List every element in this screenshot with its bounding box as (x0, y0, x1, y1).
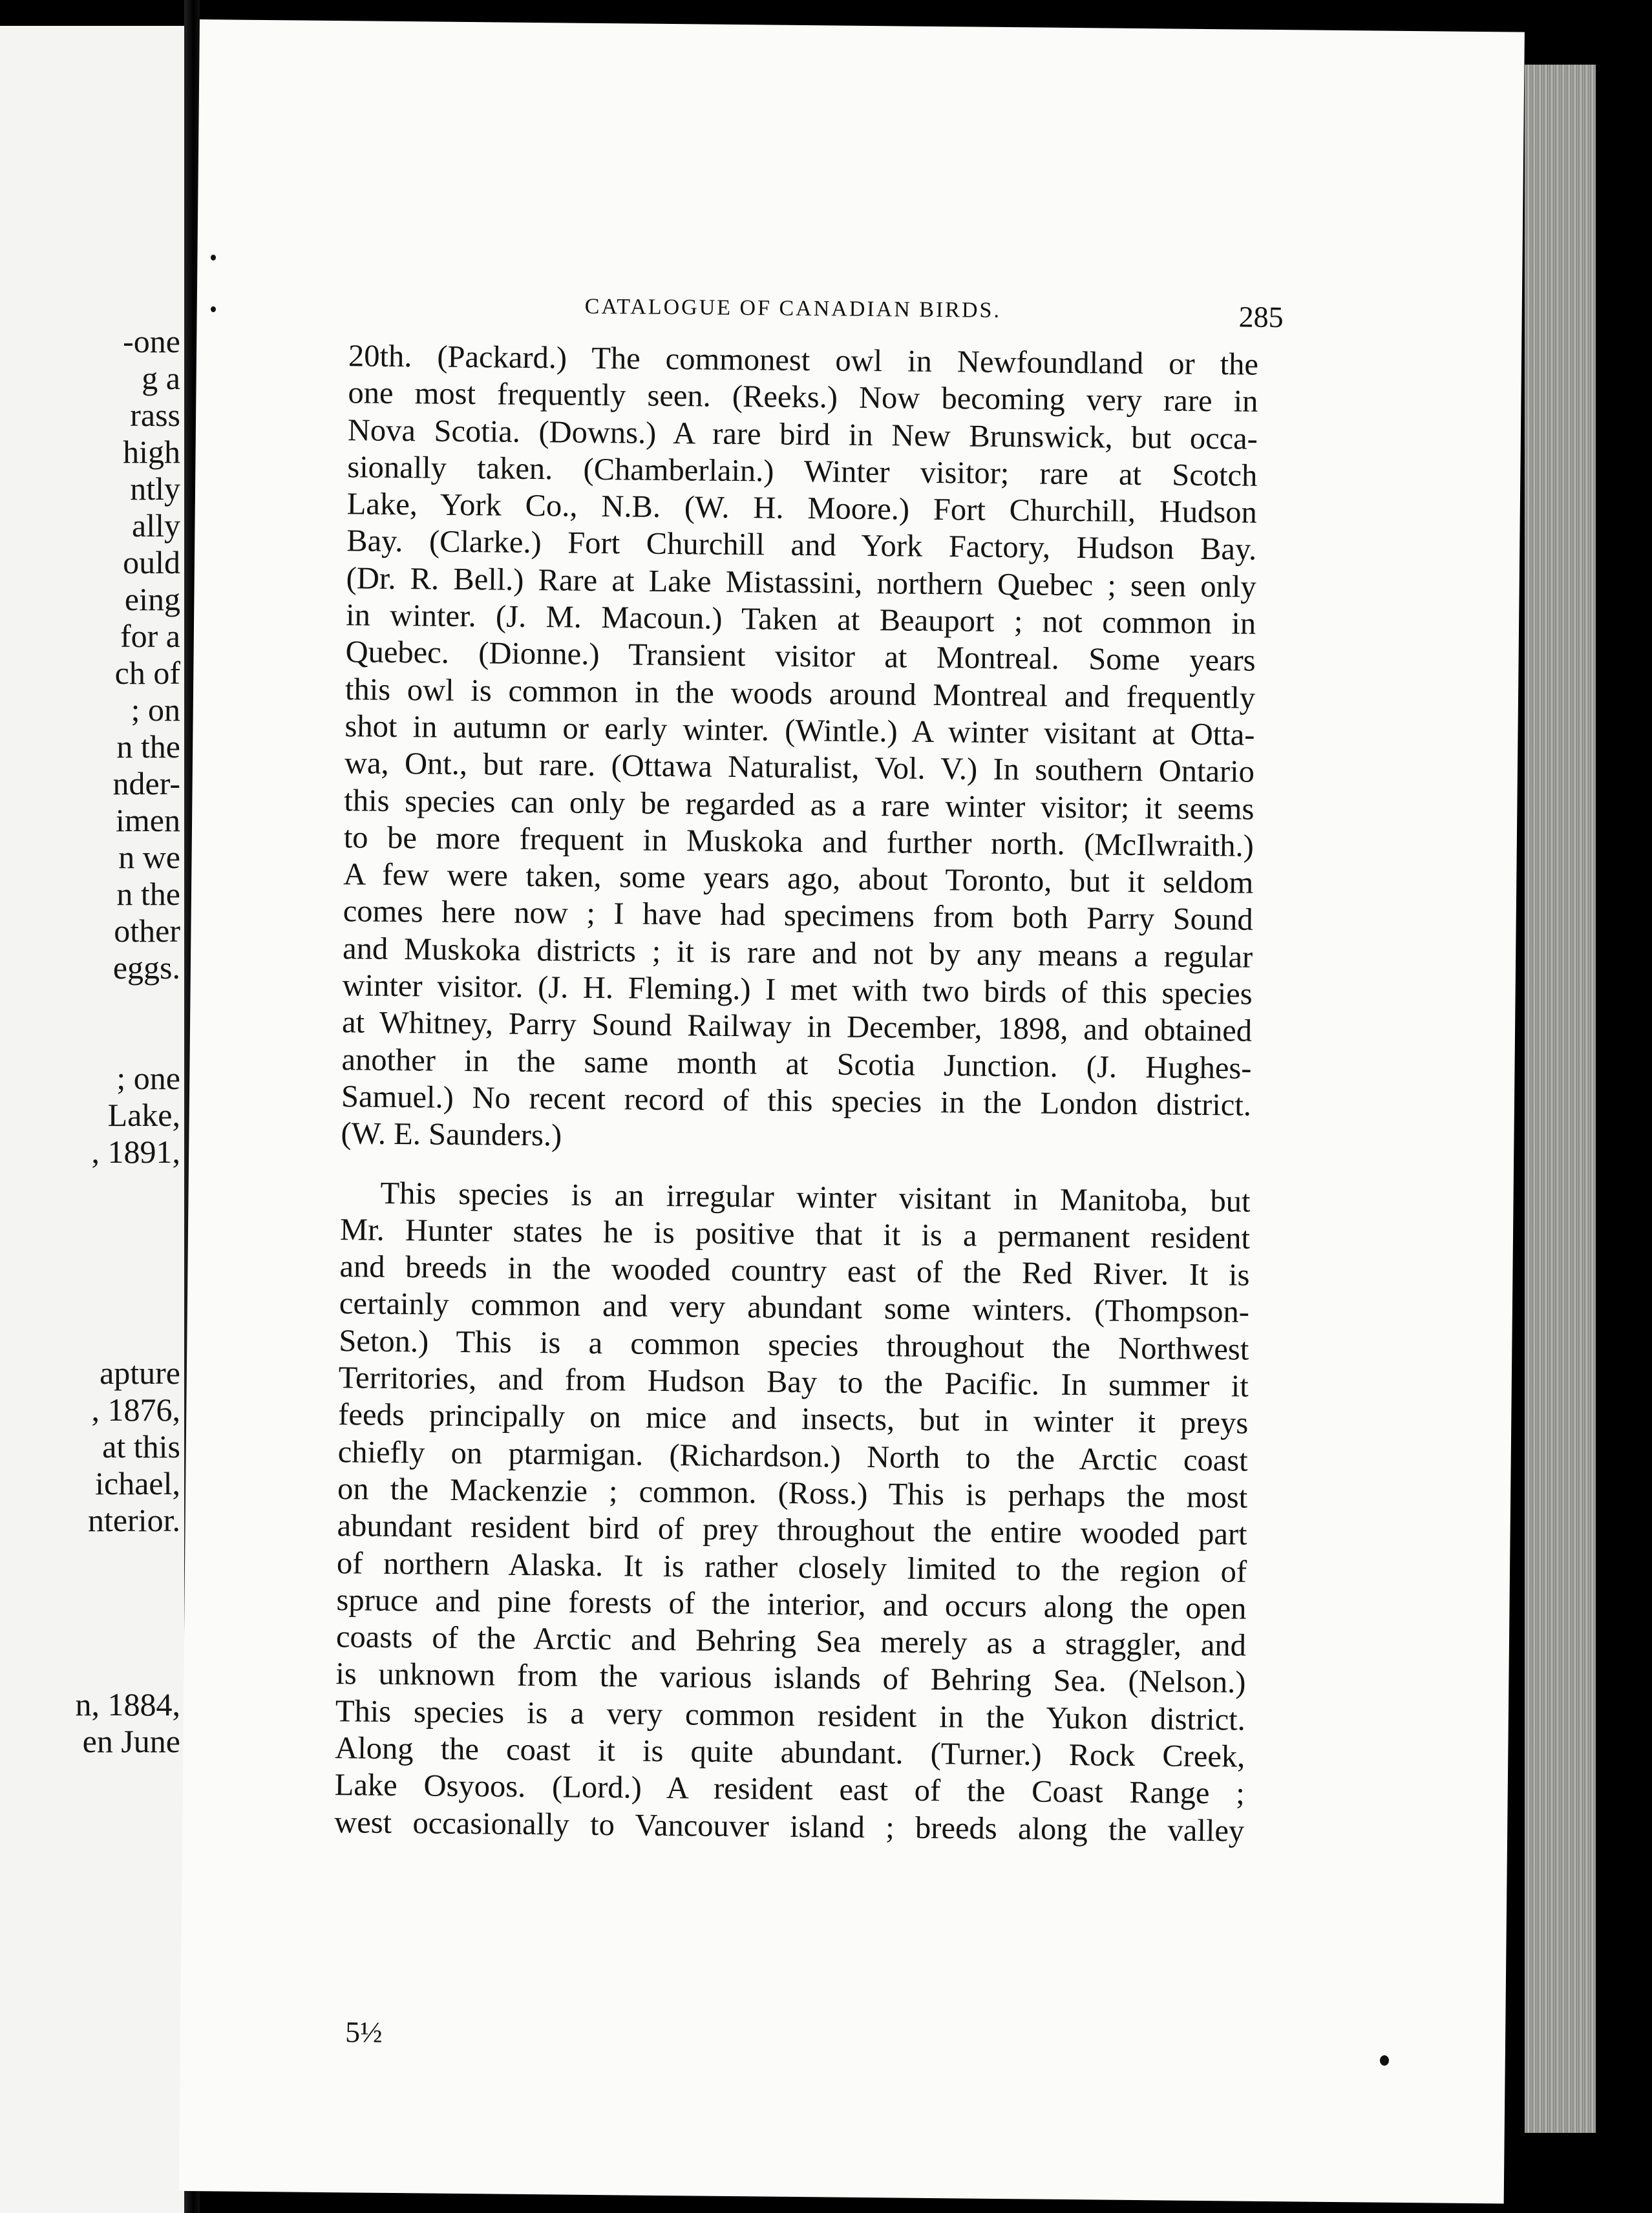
left-fragment-line: , 1891, (91, 1134, 180, 1170)
text-line: this owl is common in the woods around Montreal and frequently (344, 672, 1256, 715)
left-fragment-line: n, 1884, (75, 1686, 180, 1722)
text-line: This species is an irregular winter visitant in Manitoba, but (380, 1176, 1251, 1219)
left-fragment-line: n we (118, 839, 180, 875)
text-line: Samuel.) No recent record of this species in the London district. (341, 1079, 1252, 1123)
left-fragment-line: en June (82, 1723, 180, 1759)
text-line: coasts of the Arctic and Behring Sea merely as a straggler, and (335, 1620, 1247, 1663)
book-page (179, 19, 1525, 2204)
left-fragment-line (76, 1023, 181, 1060)
text-line: another in the same month at Scotia Junction. (J. Hughes- (341, 1042, 1252, 1086)
left-fragment-line: ; one (116, 1060, 180, 1096)
left-fragment-line: rass (130, 397, 180, 433)
page-number: 285 (1238, 300, 1284, 334)
text-line: Lake Osyoos. (Lord.) A resident east of the Coast Range ; (334, 1768, 1245, 1811)
text-line: of northern Alaska. It is rather closely limited to the region of (336, 1545, 1247, 1589)
left-fragment-line: , 1876, (91, 1392, 180, 1428)
text-line: Territories, and from Hudson Bay to the Pacific. In summer it (338, 1361, 1249, 1404)
left-fragment-line: eing (124, 581, 180, 617)
left-fragment-line: ally (132, 507, 180, 544)
left-fragment-line: -one (123, 323, 180, 359)
left-fragment-line: g a (142, 360, 180, 396)
dust-speck (211, 255, 216, 260)
text-line: is unknown from the various islands of Behring Sea. (Nelson.) (335, 1657, 1246, 1700)
left-fragment-line: other (114, 913, 180, 949)
left-fragment-line: n the (116, 876, 180, 912)
left-fragment-line: apture (100, 1355, 180, 1391)
text-line: wa, Ont., but rare. (Ottawa Naturalist, Vol. V.) In southern Ontario (344, 746, 1255, 789)
left-fragment-line: ichael, (95, 1465, 180, 1501)
text-line: spruce and pine forests of the interior, and occurs along the open (336, 1582, 1247, 1626)
left-fragment-line (76, 1539, 181, 1576)
text-line: shot in autumn or early winter. (Wintle.) A winter visitant at Otta- (344, 709, 1255, 752)
left-fragment-line (76, 1649, 181, 1686)
page-edge-stack (1525, 65, 1596, 2133)
paragraph-1 (341, 337, 1258, 1161)
text-line: at Whitney, Parry Sound Railway in December, 1898, and obtained (341, 1005, 1253, 1049)
text-line: Lake, York Co., N.B. (W. H. Moore.) Fort Churchill, Hudson (346, 487, 1258, 530)
left-fragment-line (76, 986, 181, 1023)
left-fragment-line (76, 1244, 181, 1281)
text-line: winter visitor. (J. H. Fleming.) I met with two birds of this species (342, 968, 1253, 1011)
text-line: This species is a very common resident in the Yukon district. (335, 1693, 1246, 1737)
text-line: Seton.) This is a common species throughout the Northwest (339, 1323, 1249, 1367)
left-fragment-line: eggs. (112, 949, 180, 986)
paragraph-2 (334, 1174, 1251, 1850)
left-fragment-line (76, 1576, 181, 1613)
text-line: Mr. Hunter states he is positive that it is a permanent resident (339, 1212, 1251, 1256)
left-fragment-line: ntly (130, 471, 180, 507)
text-line: on the Mackenzie ; common. (Ross.) This is perhaps the most (337, 1472, 1248, 1515)
text-line: and breeds in the wooded country east of the Red River. It is (339, 1249, 1250, 1293)
dust-speck (211, 306, 216, 312)
left-fragment-line: ; on (131, 692, 180, 728)
signature-mark: 5½ (344, 2015, 383, 2049)
left-fragment-line: n the (116, 728, 180, 765)
left-page-text-fragments (76, 323, 181, 1760)
left-fragment-line (76, 1281, 181, 1318)
left-fragment-line (76, 1170, 181, 1207)
left-fragment-line (76, 1318, 181, 1355)
text-line: Bay. (Clarke.) Fort Churchill and York Factory, Hudson Bay. (346, 524, 1257, 567)
text-line: 20th. (Packard.) The commonest owl in Newfoundland or the (348, 339, 1259, 382)
text-line: chiefly on ptarmigan. (Richardson.) North to the Arctic coast (337, 1434, 1248, 1478)
dust-speck (1380, 2055, 1389, 2066)
left-fragment-line: nterior. (87, 1502, 180, 1538)
text-line: (W. E. Saunders.) (341, 1116, 562, 1153)
running-head (196, 291, 1521, 343)
left-fragment-line (76, 1613, 181, 1649)
text-line: A few were taken, some years ago, about Toronto, but it seldom (343, 857, 1254, 900)
left-fragment-line (76, 1207, 181, 1244)
text-line: one most frequently seen. (Reeks.) Now becoming very rare in (348, 376, 1258, 419)
text-line: Nova Scotia. (Downs.) A rare bird in New Brunswick, but occa- (347, 412, 1258, 456)
left-fragment-line: at this (102, 1428, 180, 1465)
left-fragment-line: ch of (114, 655, 180, 691)
running-head-title: CATALOGUE OF CANADIAN BIRDS. (584, 294, 1002, 323)
text-line: Along the coast it is quite abundant. (Turner.) Rock Creek, (335, 1731, 1245, 1774)
text-line: this species can only be regarded as a rare winter visitor; it seems (344, 783, 1255, 827)
text-line: to be more frequent in Muskoka and further north. (McIlwraith.) (343, 820, 1255, 863)
text-line: west occasionally to Vancouver island ; breeds along the valley (334, 1805, 1245, 1848)
text-line: and Muskoka districts ; it is rare and not by any means a regular (342, 931, 1253, 975)
text-line: abundant resident bird of prey throughout the entire wooded part (337, 1509, 1247, 1552)
body-text (334, 337, 1258, 1849)
text-line: (Dr. R. Bell.) Rare at Lake Mistassini, northern Quebec ; seen only (346, 560, 1256, 604)
left-fragment-line: high (123, 434, 180, 470)
text-line: comes here now ; I have had specimens from both Parry Sound (343, 894, 1253, 938)
text-line: in winter. (J. M. Macoun.) Taken at Beauport ; not common in (345, 598, 1256, 641)
text-line: sionally taken. (Chamberlain.) Winter visitor; rare at Scotch (347, 450, 1258, 493)
left-fragment-line: nder- (112, 765, 180, 801)
left-fragment-line: imen (116, 802, 180, 838)
left-fragment-line: Lake, (107, 1097, 180, 1133)
left-fragment-line: ould (123, 544, 180, 580)
text-line: certainly common and very abundant some winters. (Thompson- (339, 1286, 1250, 1330)
left-facing-page (0, 26, 184, 2213)
text-line: Quebec. (Dionne.) Transient visitor at Montreal. Some years (345, 635, 1256, 679)
text-line: feeds principally on mice and insects, but in winter it preys (338, 1397, 1249, 1441)
left-fragment-line: for a (120, 618, 180, 654)
